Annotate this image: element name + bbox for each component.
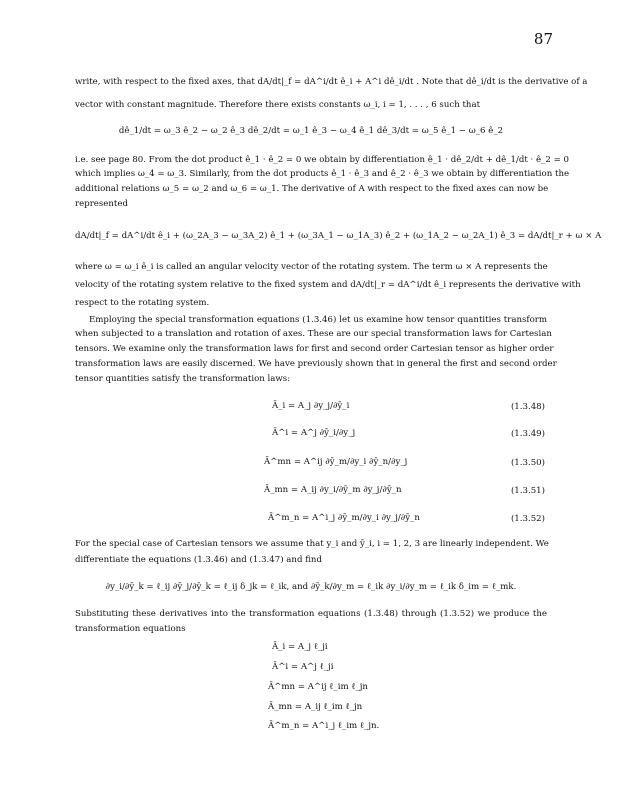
text-line-15: For the special case of Cartesian tensors we assume that y_i and ȳ_i, i = 1, 2, 3 are linearly independent. We (75, 539, 549, 549)
text-line-14: tensor quantities satisfy the transformation laws: (75, 374, 291, 384)
text-line-9: respect to the rotating system. (75, 298, 210, 308)
text-line-5: additional relations ω_5 = ω_2 and ω_6 = ω_1. The derivative of A with respect to the fixed axes can now be (75, 184, 549, 194)
equation-label-1-3-48: (1.3.48) (510, 402, 545, 412)
text-line-17: Substituting these derivatives into the transformation equations (1.3.48) through (1.3.52) we produce the (75, 609, 547, 619)
text-line-2: vector with constant magnitude. Therefore there exists constants ω_i, i = 1, . . . , 6 such that (75, 100, 481, 110)
text-line-18: transformation equations (75, 624, 186, 634)
text-line-16: differentiate the equations (1.3.46) and (1.3.47) and find (75, 555, 322, 565)
equation-1-3-51: Ā_mn = A_ij ∂y_i/∂ȳ_m ∂y_j/∂ȳ_n (264, 485, 402, 495)
equation-1-3-52: Ā^m_n = A^i_j ∂ȳ_m/∂y_i ∂y_j/∂ȳ_n (268, 513, 420, 523)
text-line-10: Employing the special transformation equations (1.3.46) let us examine how tensor quantities transform (89, 315, 547, 325)
text-line-4: which implies ω_4 = ω_3. Similarly, from the dot products ê_1 · ê_3 and ê_2 · ê_3 we obtain by differentiation the (75, 169, 570, 179)
text-line-12: tensors. We examine only the transformation laws for first and second order Cartesian tensor as higher order (75, 344, 554, 354)
equation-label-1-3-49: (1.3.49) (510, 429, 545, 439)
equation-label-1-3-50: (1.3.50) (510, 458, 545, 468)
equation-1-3-49: Ā^i = A^j ∂ȳ_i/∂y_j (272, 428, 356, 438)
text-line-7: where ω = ω_i ê_i is called an angular velocity vector of the rotating system. The term ω × A represents the (75, 262, 548, 272)
equation-derivative: dA/dt|_f = dA^i/dt ê_i + (ω_2A_3 − ω_3A_2) ê_1 + (ω_3A_1 − ω_1A_3) ê_2 + (ω_1A_2 − ω_2A_1) ê_3 = dA/dt|_r + ω × A (75, 231, 602, 241)
final-equation-4: Ā_mn = A_ij ℓ_im ℓ_jn (268, 702, 363, 712)
page-number: 87 (533, 30, 553, 48)
equation-label-1-3-52: (1.3.52) (510, 514, 545, 524)
equation-omega-relations: dê_1/dt = ω_3 ê_2 − ω_2 ê_3 dê_2/dt = ω_1 ê_3 − ω_4 ê_1 dê_3/dt = ω_5 ê_1 − ω_6 ê_2 (118, 126, 504, 136)
text-line-1: write, with respect to the fixed axes, that dA/dt|_f = dA^i/dt ê_i + A^i dê_i/dt . Note that dê_i/dt is the derivative of a (75, 77, 588, 87)
equation-1-3-50: Ā^mn = A^ij ∂ȳ_m/∂y_i ∂ȳ_n/∂y_j (264, 457, 408, 467)
equation-partials: ∂y_i/∂ȳ_k = ℓ_ij ∂ȳ_j/∂ȳ_k = ℓ_ij δ_jk = ℓ_ik, and ∂ȳ_k/∂y_m = ℓ_ik ∂y_i/∂y_m = ℓ_ik δ_im = ℓ_mk. (105, 582, 517, 592)
final-equation-2: Ā^i = A^j ℓ_ji (272, 662, 334, 672)
text-line-3: i.e. see page 80. From the dot product ê_1 · ê_2 = 0 we obtain by differentiation ê_1 · dê_2/dt + dê_1/dt · ê_2 = 0 (75, 155, 570, 165)
equation-label-1-3-51: (1.3.51) (510, 486, 545, 496)
final-equation-3: Ā^mn = A^ij ℓ_im ℓ_jn (268, 682, 368, 692)
text-line-8: velocity of the rotating system relative to the fixed system and dA/dt|_r = dA^i/dt ê_i represents the derivative with (75, 280, 581, 290)
final-equation-1: Ā_i = A_j ℓ_ji (272, 642, 328, 652)
text-line-11: when subjected to a translation and rotation of axes. These are our special transformation laws for Cartesian (75, 329, 552, 339)
text-line-13: transformation laws are easily discerned. We have previously shown that in general the first and second order (75, 359, 557, 369)
equation-1-3-48: Ā_i = A_j ∂y_j/∂ȳ_i (272, 401, 350, 411)
text-line-6: represented (75, 199, 128, 209)
final-equation-5: Ā^m_n = A^i_j ℓ_im ℓ_jn. (268, 721, 380, 731)
